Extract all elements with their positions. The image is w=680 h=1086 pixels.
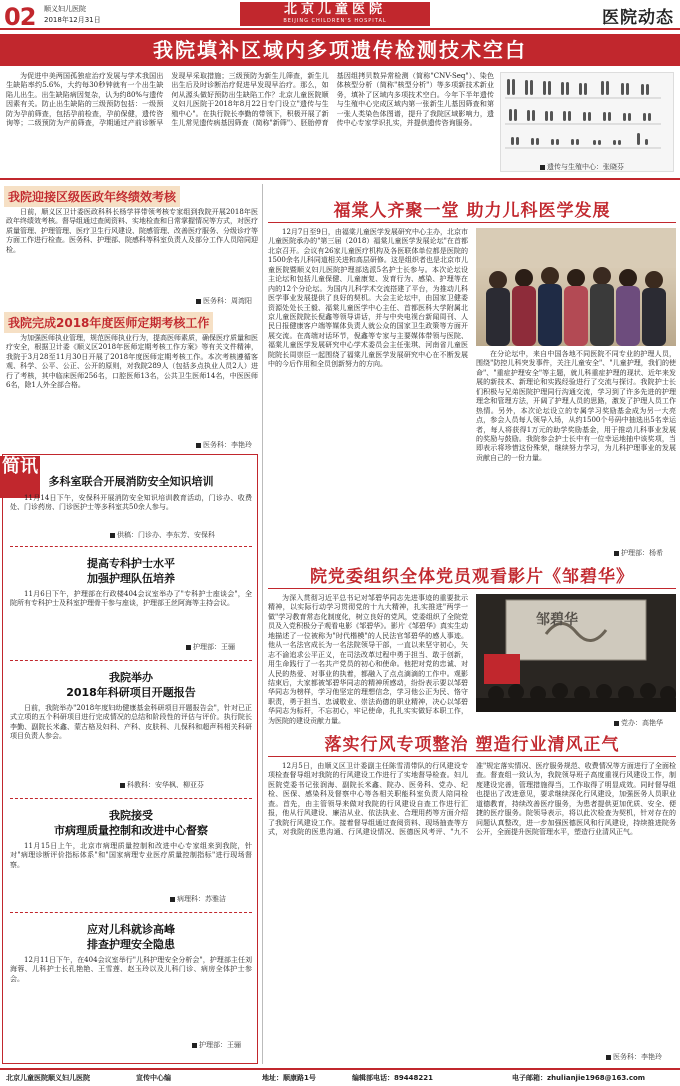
- article-byline-performance: [196, 296, 252, 306]
- logo-english: BEIJING CHILDREN'S HOSPITAL: [283, 18, 387, 24]
- article-byline-assessment: [196, 440, 252, 450]
- forum-byline-text: 护理部：杨希: [621, 549, 663, 557]
- article-text-assessment: 为加强医师执业管理，规范医师执业行为，提高医师素质，确保医疗质量和医疗安全，根据卫计委《顺义区2018年医师定期考核工作方案》等有关文件精神，我院于3月28至11月30日开展了2018年度医师定期考核工作。本次考核遵循客观、科学、公平、公正、公开的原则，对我院289人（包括多点执业人员2人）进行了考核，其中临床医师256名，口腔医师13名，公共卫生医师14名，中医医师6名，除1人外全部合格。: [6, 334, 258, 390]
- article-title-forum: 福棠人齐聚一堂 助力儿科医学发展: [333, 201, 611, 221]
- article-title-style: 落实行风专项整治 塑造行业清风正气: [324, 735, 620, 755]
- forum-text-1: 12月7日至9日，由福棠儿童医学发展研究中心主办，北京市儿童医院承办的"第三届（2018）福棠儿童医学发展论坛"在首都北京召开。会议有26家儿童医疗机构及各医联体单位都是医院的1500余名儿科同道相关进和高层研修。这是组织者也是北京市儿童医院暨顺义妇儿医院护理部选派5名护士长参与。本次论坛设主论坛和包括儿童保健、儿童康复、发育行为、感染、护理等在内的12个分论坛。为国内儿科学术交流搭建了平台，为推动儿科医学事业发展提供了良好的契机。大会主论坛中，由国家卫健委资源处处长王毅、福棠儿童医学中心主任、首都医科大学附属北京儿童医院院长倪鑫等领导讲话，并与中央电视台新闻周刊、人民日报健康客户端等媒体负责人就公众的国家卫生政策等方面开展交流。在高端对话环节，倪鑫等专家与主要媒体带领与医院、福棠儿童医学发展研究中心学术委员会主任张琪、河南省儿童医院院长周崇臣一起围绕了福棠儿童医学发展研究中心在不断发展中的今后作用和全员创新努力的方向。: [268, 228, 468, 369]
- brief-body-3: [10, 704, 252, 778]
- brief-title-3: [8, 670, 254, 701]
- brief-text-5: 12月11日下午，在404会议室举行"儿科护理安全分析会"，护理部主任刘海蓉、儿科护士长孔艳艳、王雪莲、赵玉玲以及儿科门诊、病房全体护士参会。: [10, 956, 252, 983]
- hospital-logo: [240, 2, 430, 26]
- brief-body-2: [10, 590, 252, 640]
- article-title-assessment: 我院完成2018年度医师定期考核工作: [4, 312, 213, 333]
- logo-chinese: 北京儿童医院: [283, 2, 386, 17]
- style-body: [268, 762, 676, 1052]
- brief-byline-text-2: 护理部：王骊: [193, 643, 235, 651]
- lead-body: [6, 72, 494, 172]
- style-byline-text: 医务科：李艳玲: [613, 1053, 662, 1061]
- brief-title-4b: 市病理质量控制和改进中心督察: [54, 824, 208, 838]
- forum-text-2: 在分论坛中，来自中国各地不同医院不同专业的护理人员，围绕"防控儿科突发事件，关注儿童安全"、"儿童护理，我们的使命"、"重症护理安全"等主题，就儿科重症护理的现状、近年来发展的新技术、新理论和实践经验进行了交流与探讨。我院护士长们积极与兄弟医院护理同行沟通交流，学习到了许多先进的护理理念和管理方法，开阔了护理人员的思路，激发了护理人员工作热情。另外，本次论坛设立的专属学习奖励基金成为另一大亮点，参会人员每人领导入场，从约1500个号码中抽选出5名幸运者，每人将获得1万元的助学奖励基金，用于推动儿科事业发展的奖励与鼓励。我院参会护士长中有一位幸运地抽中该奖项，当即表示将珍惜这份殊荣，继续努力学习，为儿科护理事业的发展贡献自己的一份力量。: [476, 350, 676, 462]
- style-byline: [606, 1052, 662, 1062]
- movie-screen-title: 邹碧华: [536, 612, 578, 628]
- paper-name: 顺义妇儿医院: [44, 5, 86, 13]
- brief-title-5: [8, 922, 254, 953]
- movie-screening-photo: [476, 594, 676, 712]
- masthead-meta: [44, 4, 101, 25]
- brief-title-4a: 我院接受: [109, 809, 153, 822]
- brief-byline-text-4: 病理科：苏雅洁: [177, 895, 226, 903]
- movie-body: [268, 594, 468, 725]
- brief-text-1: 11月14日下午，安保科开展消防安全知识培训教育活动，门诊办、收费处、门诊药房、门诊医护士等多科室共50余人参与。: [10, 494, 252, 512]
- article-body-assessment: [6, 334, 258, 438]
- brief-separator-2: [10, 660, 252, 661]
- movie-text: 为深入贯彻习近平总书记对邹碧华同志先进事迹的重要批示精神，以实际行动学习贯彻党的十九大精神，扎实推进"两学一做"学习教育常态化制度化，树立良好的党风，党委组织了全院党员及入党积极分子观看电影《邹碧华》。影片《邹碧华》真实生动地描述了一位被称为"时代楷模"的人民法官邹碧华的感人事迹。他从一名法官成长为一名法院领导干部，一直以来坚守初心，矢志不渝追求公平正义，在司法改革过程中勇于担当、敢于创新，用生命践行了一名共产党员的初心和使命。他把对党的忠诚、对人民的热爱、对事业的执着，都融入了点点滴滴的工作中。观影结束后，大家都被邹碧华同志的精神所感动，纷纷表示要以邹碧华同志为榜样，学习他坚定的理想信念，学习他公正为民、恪守职责，勇于担当、忠诚敬业、崇法尚德的职业精神，决心以邹碧华同志为标杆，不忘初心，牢记使命，扎扎实实做好本职工作，为医院的建设贡献力量。: [268, 594, 468, 725]
- brief-text-3: 日前，我院举办"2018年度妇幼健康基金科研项目开题报告会"，针对已正式立项的五个科研项目进行完成情况的总结和阶段性的评估与评价。执行院长李勤、副院长米鑫、蒙古格及妇科、产科、皮肤科、儿保科和超声科相关科研项目负责人参会。: [10, 704, 252, 741]
- footer-email: 电子邮箱：zhulianjie1968@163.com: [512, 1074, 646, 1082]
- footer-phone: 编辑部电话：89448221: [352, 1074, 433, 1082]
- brief-title-1: 多科室联合开展消防安全知识培训: [48, 475, 214, 488]
- style-text: 12月5日，由顺义区卫计委副主任陈雪清带队的行风建设专项检查督导组对我院的行风建设工作进行了实地督导检查。妇儿医院党委书记张润海、副院长米鑫、院办、医务科、党办、纪检、医保、感染科及督察中心等各相关职能科室负责人陪同检查。首先，由主管领导来做对我院的行风建设自查工作进行汇报，他从行风建设、廉洁从业、依法执业、合理用药等方面介绍了我院行风建设工作。接着督导组通过查阅资料、现场抽查等方式，对我院的医患沟通、行风建设情况、医德医风考评、"九不准"规定落实情况、医疗服务规范、收费情况等方面进行了全面检查。督查组一致认为，我院领导班子高度重视行风建设工作，制度建设完善，管理措施得当，工作取得了明显成效。同时督导组也提出了改进意见，要求继续深化行风建设，加强医务人员职业道德教育，持续改善医疗服务，为患者提供更加优质、安全、便捷的医疗服务。院领导表示，将以此次检查为契机，针对存在的问题认真整改，进一步加强医德医风和行风建设，持续推进院务公开，全面提升医院管理水平，塑造行业清风正气。: [268, 762, 676, 837]
- forum-body-left: [268, 228, 468, 556]
- brief-text-4: 11月15日上午，北京市病理质量控制和改进中心专家组来到我院，针对"病理诊断评价指标体系"和"国家病理专业医疗质量控制指标"进行现场督察。: [10, 842, 252, 869]
- page-number: 02: [4, 3, 36, 31]
- briefs-badge: 简讯: [0, 456, 40, 498]
- lead-byline: [540, 162, 624, 172]
- brief-separator-4: [10, 912, 252, 913]
- brief-title-2b: 加强护理队伍培养: [87, 572, 175, 586]
- article-title-movie: 院党委组织全体党员观看影片《邹碧华》: [310, 567, 634, 587]
- brief-byline-3: [120, 780, 204, 790]
- issue-date: 2018年12月31日: [44, 15, 101, 24]
- brief-byline-5: [192, 1040, 241, 1050]
- section-title: 医院动态: [602, 8, 674, 28]
- brief-body-4: [10, 842, 252, 892]
- footer: [0, 1068, 680, 1086]
- brief-byline-text-3: 科教科：安华枫、柳亚芬: [127, 781, 204, 789]
- brief-byline-4: [170, 894, 226, 904]
- brief-separator-3: [10, 798, 252, 799]
- forum-byline: [614, 548, 663, 558]
- brief-byline-text-5: 护理部：王骊: [199, 1041, 241, 1049]
- brief-title-3b: 2018年科研项目开题报告: [66, 686, 196, 700]
- column-divider: [262, 184, 263, 1064]
- article-text-performance: 日前，顺义区卫计委医政科科长杨学祥带领考核专家组到我院开展2018年医政年终绩效考核。督导组通过查阅资料、实地检查和日常掌握情况等方式，对医疗质量管理、护理管理、医疗卫生行风建设、院感管理、改善医疗服务、分级诊疗等方面工作进行检查。医务科、护理部、院感科等科室负责人及部分工作人员陪同迎检。: [6, 208, 258, 254]
- brief-title-2a: 提高专科护士水平: [87, 557, 175, 570]
- brief-byline-text-1: 供稿：门诊办、李东芳、安保科: [117, 531, 215, 539]
- brief-byline-1: [110, 530, 215, 540]
- brief-title-2: [8, 556, 254, 587]
- footer-publisher: 北京儿童医院顺义妇儿医院: [6, 1074, 90, 1082]
- lead-byline-text: 遗传与生殖中心：张晓芬: [547, 163, 624, 171]
- byline-text-performance: 医务科：周湾阳: [203, 297, 252, 305]
- movie-title-rule: [268, 588, 676, 589]
- movie-byline: [614, 718, 663, 728]
- brief-title-5b: 排查护理安全隐患: [87, 938, 175, 952]
- byline-text-assessment: 医务科：李艳玲: [203, 441, 252, 449]
- karyotype-image: [500, 72, 674, 172]
- article-body-performance: [6, 208, 258, 294]
- masthead: [0, 0, 680, 30]
- movie-byline-text: 党办：高艳华: [621, 719, 663, 727]
- forum-group-photo: [476, 228, 676, 346]
- lead-body-text: 为促进中美两国孤独症治疗发展与学术我国出生缺陷率约5.6%，大约每30秒钟就有一个出生缺陷儿出生。出生缺陷病因复杂，认为约80%与遗传因素有关。防止出生缺陷的三级预防包括：一级预防为孕前筛查，包括孕前检查，孕前保健，遗传咨询等；二级预防为产前筛查，孕期通过产前诊断早发现早采取措施；三级预防为新生儿筛查，新生儿出生后及时诊断治疗促进早发现早治疗。那么，如何从源头做好预防出生缺陷工作？北京儿童医院顺义妇儿医院于2018年8月22日专门设立"遗传与生殖中心"。在执行院长李勤的带领下，积极开展了新生儿常见遗传病基因筛查（简称"新筛"）、胚胎停育基因组拷贝数异常检测（简称"CNV-Seq"）、染色体核型分析（简称"核型分析"）等多项新技术新业务，填补了区域内多项技术空白。今年下半年遗传与生殖中心完成区域内第一张新生儿基因筛查和第一张人类染色体图谱，提升了我院区域影响力，遗传中心专家学识扎实，并提供遗传咨询服务。: [6, 72, 494, 128]
- brief-body-1: [10, 494, 252, 526]
- footer-address: 地址：顺康路1号: [262, 1074, 316, 1082]
- brief-title-5a: 应对儿科就诊高峰: [87, 923, 175, 936]
- lead-rule: [0, 178, 680, 180]
- brief-byline-2: [186, 642, 235, 652]
- brief-text-2: 11月6日下午，护理部在行政楼404会议室举办了"专科护士座谈会"，全院所有专科护士及科室护理骨干参与座谈，护理部王丝阿海等主持会议。: [10, 590, 252, 608]
- article-title-performance: 我院迎接区级医政年终绩效考核: [4, 186, 180, 207]
- brief-title-4: [8, 808, 254, 839]
- brief-title-3a: 我院举办: [109, 671, 153, 684]
- style-title-rule: [268, 756, 676, 757]
- brief-separator-1: [10, 546, 252, 547]
- lead-headline: 我院填补区域内多项遗传检测技术空白: [0, 34, 680, 66]
- brief-body-5: [10, 956, 252, 1036]
- forum-title-rule: [268, 222, 676, 223]
- footer-dept: 宣传中心编: [136, 1074, 171, 1082]
- forum-body-right: [476, 350, 676, 548]
